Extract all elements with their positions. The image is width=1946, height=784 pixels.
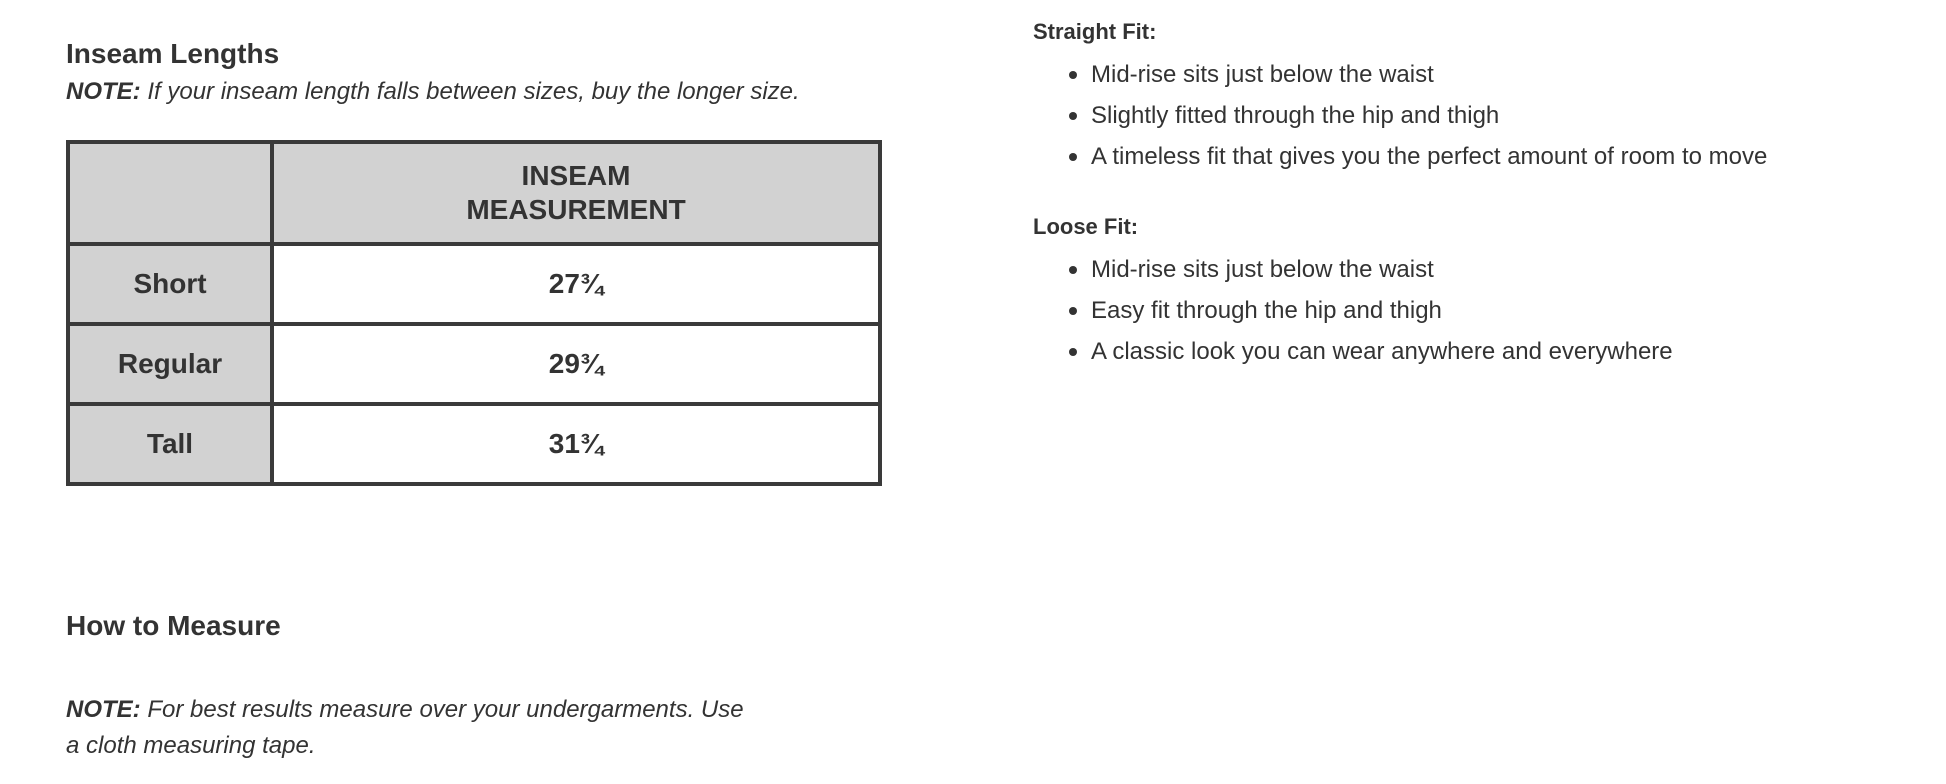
list-item xyxy=(1033,95,1913,136)
bullet-icon xyxy=(1069,71,1077,79)
row-label-tall: Tall xyxy=(68,404,272,484)
list-item xyxy=(1033,331,1913,372)
inseam-note xyxy=(66,74,886,110)
measure-note-text: For best results measure over your undergarments. Use a cloth measuring tape. xyxy=(66,696,744,759)
bullet-icon xyxy=(1069,348,1077,356)
inseam-note-label: NOTE: xyxy=(66,78,141,105)
inseam-table-header-row xyxy=(68,142,880,244)
straight-fit-list xyxy=(1033,54,1913,177)
loose-fit-list xyxy=(1033,249,1913,372)
loose-fit-title: Loose Fit: xyxy=(1033,214,1139,239)
table-corner-cell xyxy=(68,142,272,244)
row-value-short: 27¾ xyxy=(272,244,880,324)
inseam-title: Inseam Lengths xyxy=(66,38,280,69)
list-item-text: Slightly fitted through the hip and thigh xyxy=(1091,102,1500,129)
list-item xyxy=(1033,290,1913,331)
table-row xyxy=(68,244,880,324)
how-to-measure-note xyxy=(66,692,746,764)
how-to-measure-title: How to Measure xyxy=(66,610,281,641)
measure-note-label: NOTE: xyxy=(66,696,141,723)
row-label-regular: Regular xyxy=(68,324,272,404)
list-item-text: A timeless fit that gives you the perfect amount of room to move xyxy=(1091,143,1768,170)
inseam-section xyxy=(66,36,886,110)
row-value-tall: 31¾ xyxy=(272,404,880,484)
list-item-text: Mid-rise sits just below the waist xyxy=(1091,256,1434,283)
list-item-text: A classic look you can wear anywhere and everywhere xyxy=(1091,338,1673,365)
inseam-table xyxy=(66,140,882,486)
bullet-icon xyxy=(1069,112,1077,120)
header-line-1: INSEAM xyxy=(521,160,631,191)
bullet-icon xyxy=(1069,153,1077,161)
straight-fit-title: Straight Fit: xyxy=(1033,19,1157,44)
bullet-icon xyxy=(1069,266,1077,274)
loose-fit-block xyxy=(1033,211,1913,372)
row-label-short: Short xyxy=(68,244,272,324)
row-value-regular: 29¾ xyxy=(272,324,880,404)
list-item xyxy=(1033,249,1913,290)
header-line-2: MEASUREMENT xyxy=(466,194,686,225)
straight-fit-block xyxy=(1033,16,1913,177)
inseam-note-text: If your inseam length falls between sizes, buy the longer size. xyxy=(140,78,800,105)
list-item xyxy=(1033,54,1913,95)
table-row xyxy=(68,324,880,404)
inseam-measurement-header xyxy=(272,142,880,244)
bullet-icon xyxy=(1069,307,1077,315)
list-item xyxy=(1033,136,1913,177)
list-item-text: Easy fit through the hip and thigh xyxy=(1091,297,1442,324)
list-item-text: Mid-rise sits just below the waist xyxy=(1091,61,1434,88)
fits-section xyxy=(1033,16,1913,372)
table-row xyxy=(68,404,880,484)
